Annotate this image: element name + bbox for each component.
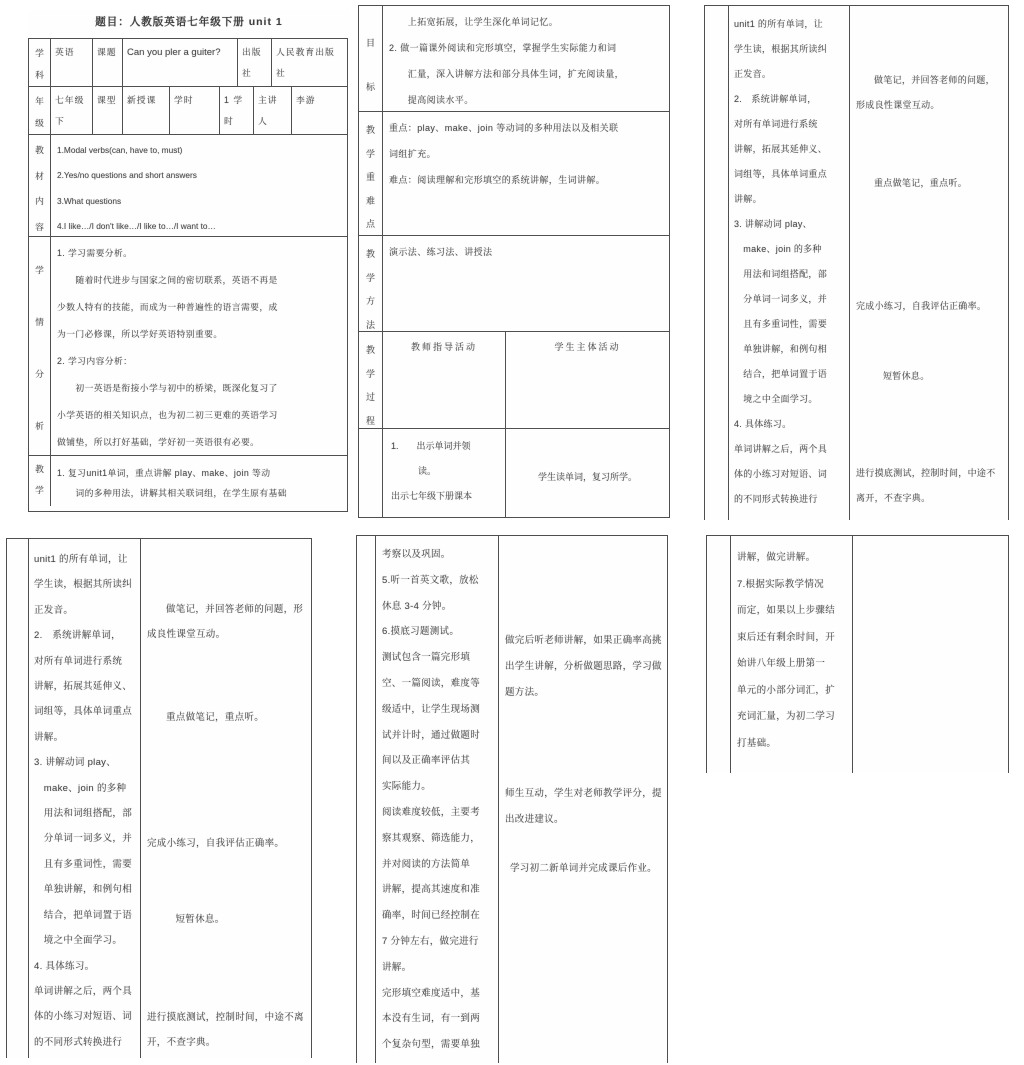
- page-2[interactable]: [358, 5, 670, 518]
- speaker-label: 主讲人: [254, 87, 292, 134]
- grade-value: 七年级下: [51, 87, 93, 134]
- topic-value: Can you pler a guiter?: [123, 39, 238, 86]
- learner-analysis-text: 1. 学习需要分析。 随着时代进步与国家之间的密切联系，英语不再是 少数人特有的技能，而成为一种普遍性的语言需要，成 为一门必修课，所以学好英语特别重要。 2. 学习内容分析： 初一英语是衔接小学与初中的桥梁，既深化复习了 小学英语的相关知识点，也为初二初三更难的英语学习 做铺垫，所以打好基础，学好初一英语很有必要。: [57, 248, 278, 447]
- goal-text: 上拓宽拓展，让学生深化单词记忆。 2. 做一篇课外阅读和完形填空，掌握学生实际能力和词 汇量，深入讲解方法和部分具体生词，扩充阅读量， 提高阅读水平。: [389, 17, 625, 105]
- step1-teacher-text: 1. 出示单词并领 读。 出示七年级下册课本: [383, 429, 506, 517]
- student-note-3: 完成小练习，自我评估正确率。: [147, 838, 285, 849]
- page-3[interactable]: [704, 5, 1009, 520]
- process-label-cell-empty: [7, 539, 29, 1058]
- page-title: 题目：人教版英语七年级下册 unit 1: [95, 16, 283, 28]
- process-table: [706, 535, 1009, 773]
- subject-label: 学科: [35, 48, 44, 80]
- teacher-activity-text: 讲解，做完讲解。 7.根据实际教学情况 而定，如果以上步骤结 束后还有剩余时间，开 始讲八年级上册第一 单元的小部分词汇，扩 充词汇量，为初二学习 打基础。: [731, 536, 853, 773]
- student-activity-cell: [850, 6, 1008, 520]
- table-row-teaching: [29, 456, 347, 506]
- teaching-plan-table: [358, 5, 670, 518]
- page-5[interactable]: [356, 535, 668, 1063]
- key-points-label: 教学重难点: [365, 125, 375, 229]
- student-note-4: 短暂休息。: [175, 914, 225, 925]
- student-note-5: 进行摸底测试，控制时间，中途不离开，不查字典。: [147, 1012, 304, 1049]
- process-table: [6, 538, 312, 1058]
- teacher-activity-text: unit1 的所有单词，让 学生读，根据其所读纠 正发音。 2. 系统讲解单词， 对所有单词进行系统 讲解，拓展其延伸义、 词组等，具体单词重点 讲解。 3. 讲解动词 play、 make、join 的多种 用法和词组搭配，部 分单词一词多义，并 且有多重词性，需要 单独讲解，和例句相 结合，把单词置于语 境之中全面学习。 4. 具体练习。 单词讲解之后，两个具 体的小练习对短语、词 的不同形式转换进行: [29, 539, 141, 1058]
- student-activity-cell: [141, 539, 311, 1058]
- table-row-learner-analysis: [29, 237, 347, 456]
- key-points-text: 重点：play、make、join 等动词的多种用法以及相关联 词组扩充。 难点：阅读理解和完形填空的系统讲解，生词讲解。: [389, 123, 619, 185]
- process-table: [704, 5, 1009, 520]
- publisher-value: 人民教育出版社: [276, 47, 335, 78]
- student-note-1: 做笔记，并回答老师的问题，形成良性课堂互动。: [147, 604, 304, 641]
- publisher-label: 出版社: [238, 39, 272, 86]
- lesson-info-table: [28, 38, 348, 512]
- subject-label-cell: [29, 39, 51, 86]
- process-label: 教学过程: [365, 345, 375, 426]
- student-note-2: 重点做笔记，重点听。: [166, 712, 265, 723]
- learner-analysis-label: 学情分析: [35, 265, 44, 431]
- teaching-label: 教学: [35, 464, 44, 495]
- student-note-2: 重点做笔记，重点听。: [874, 178, 968, 188]
- lesson-type-value: 新授课: [123, 87, 170, 134]
- speaker-value: 李游: [296, 95, 316, 105]
- table-row-goal: [359, 6, 669, 112]
- learner-analysis-label-cell: [29, 237, 51, 455]
- teaching-label-cell: [29, 456, 51, 506]
- material-content-label: 教材内容: [35, 145, 44, 232]
- table-row-subject: [29, 39, 347, 87]
- student-note-4: 短暂休息。: [883, 371, 930, 381]
- material-content-text: 1.Modal verbs(can, have to, must) 2.Yes/no questions and short answers 3.What questions 4.I like…/I don't like…/I like to…/I want to…: [57, 145, 216, 231]
- process-table: [356, 535, 668, 1063]
- step1-student-text: 学生读单词，复习所学。: [537, 472, 637, 482]
- student-note-3: 学习初二新单词并完成课后作业。: [509, 863, 657, 874]
- method-text: 演示法、练习法、讲授法: [389, 247, 493, 257]
- student-note-2: 师生互动，学生对老师教学评分，提出改进建议。: [505, 788, 662, 825]
- topic-label: 课题: [93, 39, 123, 86]
- material-content-label-cell: [29, 135, 51, 236]
- lesson-type-label: 课型: [93, 87, 123, 134]
- page-1[interactable]: [28, 10, 350, 518]
- period-label: 学时: [170, 87, 220, 134]
- goal-label-cell: [359, 6, 383, 111]
- grade-label: 年级: [35, 96, 44, 128]
- period-value: 1 学时: [220, 87, 254, 134]
- method-label-cell: [359, 236, 383, 331]
- student-activity-header: 学生主体活动: [554, 342, 621, 352]
- page-6[interactable]: [706, 535, 1009, 773]
- student-note-3: 完成小练习，自我评估正确率。: [856, 301, 987, 311]
- subject-value: 英语: [51, 39, 93, 86]
- process-label-cell-empty: [357, 536, 376, 1063]
- process-label-cell-empty: [707, 536, 731, 773]
- teacher-activity-text: unit1 的所有单词，让 学生读，根据其所读纠 正发音。 2. 系统讲解单词， 对所有单词进行系统 讲解，拓展其延伸义、 词组等，具体单词重点 讲解。 3. 讲解动词 play、 make、join 的多种 用法和词组搭配，部 分单词一词多义，并 且有多重词性，需要 单独讲解，和例句相 结合，把单词置于语 境之中全面学习。 4. 具体练习。 单词讲解之后，两个具 体的小练习对短语、词 的不同形式转换进行: [729, 6, 850, 520]
- table-row-step1: [359, 429, 669, 517]
- table-row-key-points: [359, 112, 669, 236]
- step1-label-cell: [359, 429, 383, 517]
- student-note-5: 进行摸底测试，控制时间，中途不离开，不查字典。: [856, 468, 996, 503]
- table-row-process-header: [359, 332, 669, 429]
- method-label: 教学方法: [365, 249, 375, 330]
- student-note-1: 做笔记，并回答老师的问题，形成良性课堂互动。: [856, 75, 995, 110]
- process-label-cell: [359, 332, 383, 428]
- student-activity-cell-empty: [853, 536, 1008, 773]
- teaching-text: 1. 复习unit1单词，重点讲解 play、make、join 等动 词的多种用法，讲解其相关联词组，在学生原有基础: [57, 468, 287, 498]
- teacher-activity-text: 考察以及巩固。 5.听一首英文歌，放松 休息 3-4 分钟。 6.摸底习题测试。 测试包含一篇完形填 空、一篇阅读，难度等 级适中，让学生现场测 试并计时，通过做题时 间以及正确率评估其 实际能力。 阅读难度较低，主要考 察其观察、筛选能力， 并对阅读的方法简单 讲解，提高其速度和准 确率，时间已经控制在 7 分钟左右，做完进行 讲解。 完形填空难度适中，基 本没有生词，有一到两 个复杂句型，需要单独: [376, 536, 499, 1063]
- student-note-1: 做完后听老师讲解，如果正确率高挑出学生讲解，分析做题思路，学习做题方法。: [505, 635, 662, 698]
- table-row-method: [359, 236, 669, 332]
- process-label-cell-empty: [705, 6, 729, 520]
- grade-label-cell: [29, 87, 51, 134]
- teacher-activity-header: 教师指导活动: [383, 332, 506, 428]
- student-activity-cell: [499, 536, 667, 1063]
- table-row-material-content: [29, 135, 347, 237]
- goal-label: 目标: [365, 38, 375, 92]
- page-4[interactable]: [6, 538, 312, 1058]
- key-points-label-cell: [359, 112, 383, 235]
- table-row-grade: [29, 87, 347, 135]
